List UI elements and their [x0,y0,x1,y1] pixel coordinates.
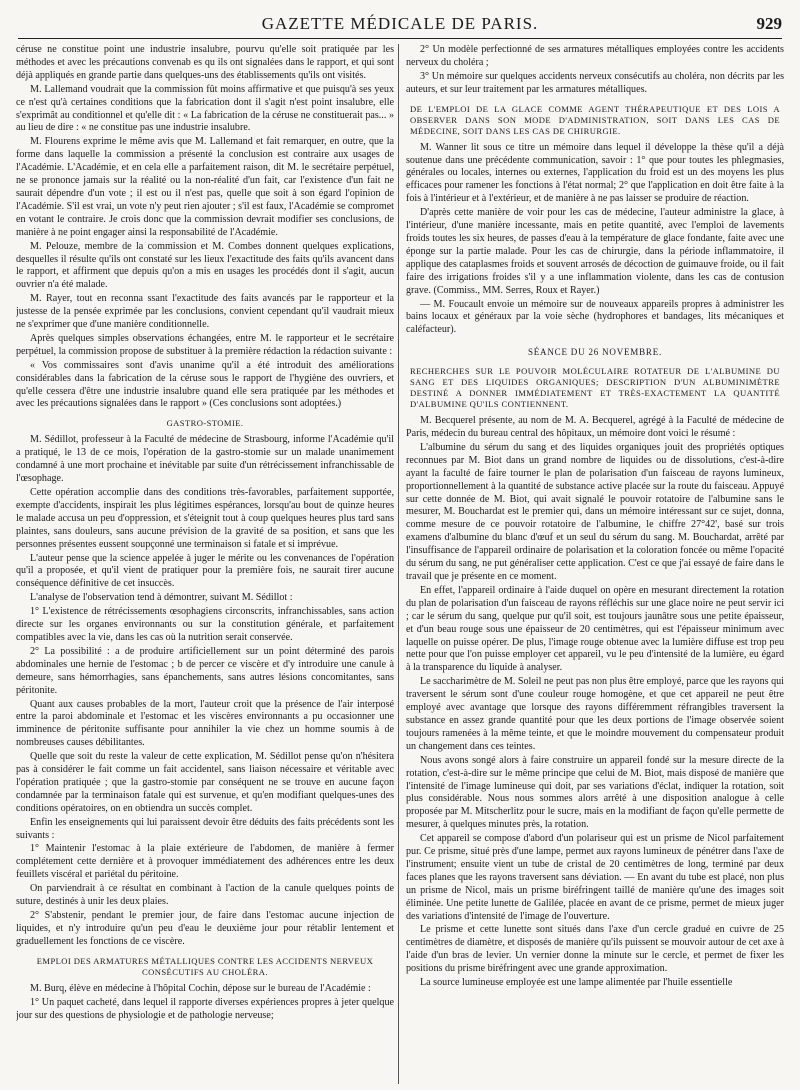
paragraph: 1° Maintenir l'estomac à la plaie extérieure de l'abdomen, de manière à fermer complétement cette dernière et à provoquer immédiatement des adhérences entre les deux feuillets viscéral et pariétal du péritoine. [16,843,394,881]
paragraph: En effet, l'appareil ordinaire à l'aide duquel on opère en mesurant directement la rotation du plan de polarisation d'un faisceau de rayons réfléchis sur une glace noire ne peut servir ici ; car le sérum du sang, quelque pur qu'il soit, est toujours jaunâtre sous une petite épaisseur, et d'un beau rouge sous une épaisseur de 20 centimètres, qui est l'épaisseur minimum avec laquelle on puisse opérer. De plus, l'image rouge obtenue avec la lumière diffuse est trop peu nette pour que l'on puisse employer cet appareil, vu le peu d'intensité de la lumière, eu égard à la transparence du liquide à analyser. [406,584,784,674]
left-column [16,44,394,1084]
page-header [18,8,782,39]
paragraph: M. Sédillot, professeur à la Faculté de médecine de Strasbourg, informe l'Académie qu'il a pratiqué, le 13 de ce mois, l'opération de la gastro-stomie sur un malade unanimement condamné à une mort prochaine et inévitable par suite d'un rétrécissement infranchissable de l'œsophage. [16,434,394,485]
right-column [406,44,784,1084]
paragraph: D'après cette manière de voir pour les cas de médecine, l'auteur administre la glace, à l'intérieur, d'une manière incessante, mais en petite quantité, avec l'emploi de lavements froids toutes les six heures, de passes d'eau à la température de glace fondante, faite avec une éponge sur la partie malade. Pour les cas de chirurgie, dans la période inflammatoire, il applique des cataplasmes froids et souvent arrosés de décoction de guimauve froide, ou il fait faire des irrigations froides s'il y a une inflammation violente, dans les cas de contusion grave. (Commiss., MM. Serres, Roux et Rayer.) [406,207,784,296]
paragraph: Nous avons songé alors à faire construire un appareil fondé sur la mesure directe de la rotation, c'est-à-dire sur le même principe que celui de M. Biot, mais disposé de manière que l'intensité de l'image lumineuse qui doit, par ses variations d'éclat, indiquer la rotation, soit plus considérable. Nous nous sommes alors arrêté à une disposition analogue à celle proposée par M. Mitscherlitz pour le sucre, mais en la modifiant de façon qu'elle permette de mesurer, à quelques minutes près, la rotation. [406,754,784,831]
paragraph: M. Burq, élève en médecine à l'hôpital Cochin, dépose sur le bureau de l'Académie : [30,982,371,994]
paragraph: L'albumine du sérum du sang et des liquides organiques jouit des propriétés optiques reconnues par M. Biot dans un grand nombre de liquides ou de dissolutions, c'est-à-dire ayant la faculté de faire tourner le plan de polarisation d'un faisceau de rayons lumineux, proportionnellement à la quantité de substance active placée sur la route du faisceau. Appuyé sur cette donnée de M. Biot, qui avait signalé le pouvoir rotatoire de l'albumine sans le mesurer, M. Bouchardat est le premier qui, dans un mémoire intéressant sur ce sujet, donna, comme mesure de ce pouvoir rotatoire de l'albumine, le chiffre 27°42', basé sur trois examens d'albumine du blanc d'œuf et un seul du sérum du sang. M. Bouchardat, arrêté par l'insuffisance de l'appareil ordinaire de polarisation et la coloration foncée ou même l'opacité du sérum du sang, ne put généraliser cette application. C'est ce que j'ai essayé de faire dans le travail que je présente en ce moment. [406,441,784,582]
paragraph: 1° L'existence de rétrécissements œsophagiens circonscrits, infranchissables, sans action directe sur les organes environnants ou sur la constitution générale, et parfaitement compatibles avec la vie, dans les cas où la nutrition serait conservée. [16,606,394,643]
paragraph: — M. Foucault envoie un mémoire sur de nouveaux appareils propres à administrer les bains locaux et généraux par la voie sèche (hydrophores et bandages, lits mécaniques et caléfacteur). [406,298,784,336]
paragraph: 2° S'abstenir, pendant le premier jour, de faire dans l'estomac aucune injection de liquides, et n'y introduire qu'un peu d'eau le deuxième jour pour rétablir lentement et graduellement les fonctions de ce viscère. [16,910,394,947]
paragraph: « Vos commissaires sont d'avis unanime qu'il a été introduit des améliorations considérables dans la fabrication de la céruse sous le rapport de l'hygiène des ouvriers, et qu'elle cessera d'être une industrie insalubre quand elle sera pratiquée par les méthodes et avec les précautions signalées dans le rapport » (Ces conclusions sont adoptées.) [16,359,394,410]
paragraph: 3° Un mémoire sur quelques accidents nerveux consécutifs au choléra, non décrits par les auteurs, et sur leur traitement par les armatures métalliques. [406,70,784,95]
session-heading: SÉANCE DU 26 NOVEMBRE. [527,347,663,358]
paragraph: Le prisme et cette lunette sont situés dans l'axe d'un cercle gradué en cuivre de 25 centimètres de diamètre, et disposés de manière qu'ils puissent se mouvoir autour de cet axe à l'aide d'un bras de levier. Un vernier donne la minute sur le cercle, et permet de fixer les positions du prisme biréfringent avec une grande approximation. [406,924,784,975]
paragraph: M. Lallemand voudrait que la commission fût moins affirmative et que puisqu'à ses yeux ce n'est qu'à certaines conditions que la fabrication dont il s'agit n'est point insalubre, elle s'exprimât au conditionnel et qu'elle dit : « La fabrication de la céruse ne constituerait pas... » au lieu de dire : « ne constitue pas une industrie insalubre. [16,83,394,134]
paragraph: M. Wanner lit sous ce titre un mémoire dans lequel il développe la thèse qu'il a déjà soutenue dans une précédente communication, savoir : 1° que pour toutes les phlegmasies, générales ou locales, internes ou externes, l'application du froid est un des moyens les plus efficaces pour ramener les fonctions à l'état normal; 2° que l'application en doit être faite à la fois à l'intérieur et à l'extérieur, et de manière à ne pas laisser se produire de réaction. [406,141,784,205]
paragraph: Enfin les enseignements qui lui paraissent devoir être déduits des faits précédents sont les suivants : [16,816,394,841]
paragraph: M. Rayer, tout en reconna ssant l'exactitude des faits avancés par le rapporteur et la justesse de la pensée exprimée par les conclusions, convient cependant qu'il vaudrait mieux ne s'exprimer que d'une manière conditionnelle. [16,293,394,331]
page-number: 929 [756,14,782,33]
paragraph: L'auteur pense que la science appelée à juger le mérite ou les convenances de l'opération qu'il a proposée, et qu'il vient de pratiquer pour la première fois, ne saurait tirer aucune conséquence définitive de cet insuccès. [16,552,394,590]
running-title: GAZETTE MÉDICALE DE PARIS. [261,14,539,33]
paragraph: La source lumineuse employée est une lampe alimentée par l'huile essentielle [420,977,733,989]
paragraph: Après quelques simples observations échangées, entre M. le rapporteur et le secrétaire perpétuel, la commission propose de substituer à la première rédaction la rédaction suivante : [16,332,394,357]
section-heading-armatures: EMPLOI DES ARMATURES MÉTALLIQUES CONTRE LES ACCIDENTS NERVEUX CONSÉCUTIFS AU CHOLÉRA. [36,955,374,977]
paragraph: L'analyse de l'observation tend à démontrer, suivant M. Sédillot : [30,592,293,604]
paragraph: M. Becquerel présente, au nom de M. A. Becquerel, agrégé à la Faculté de médecine de Paris, médecin du bureau central des hôpitaux, un mémoire dont voici le résumé : [406,415,784,440]
paragraph: 2° Un modèle perfectionné de ses armatures métalliques employées contre les accidents nerveux du choléra ; [406,44,784,68]
paragraph: 2° La possibilité : a de produire artificiellement sur un point déterminé des parois abdominales une hernie de l'estomac ; b de percer ce viscère et d'y introduire une canule à demeure, sans hémorrhagies, sans épanchements, sans autres lésions concomitantes, sans péritonite. [16,645,394,696]
paragraph: 1° Un paquet cacheté, dans lequel il rapporte diverses expériences propres à jeter quelque jour sur des questions de physiologie et de pathologie nerveuse; [16,996,394,1021]
section-heading-albumine: RECHERCHES SUR LE POUVOIR MOLÉCULAIRE ROTATEUR DE L'ALBUMINE DU SANG ET DES LIQUIDES ORGANIQUES; DESCRIPTION D'UN ALBUMINIMÈTRE DESTINÉ A DONNER IMMÉDIATEMENT ET TRÈS-EXACTEMENT LA QUANTITÉ D'ALBUMINE QU'ILS CONTIENNENT. [410,366,780,410]
paragraph: Quant aux causes probables de la mort, l'auteur croit que la présence de l'air interposé entre la paroi abdominale et l'estomac et les viscères environnants a pu occasionner une imminence de péritonite suffisante pour annihiler la vie chez un homme soumis à de nombreuses causes débilitantes. [16,698,394,749]
paragraph: Cette opération accomplie dans des conditions très-favorables, parfaitement supportée, exempte d'accidents, inspirait les plus légitimes espérances, lorsqu'au bout de quinze heures le malade accusa un peu d'oppression, et s'éteignit tout à coup quelques heures plus tard sans plaintes, sans douleurs, sans aucune prévision de la gravité de sa position, et sans que les personnes présentes eussent soupçonné une terminaison si fatale et si imprévue. [16,487,394,550]
paragraph: On parviendrait à ce résultat en combinant à l'action de la canule quelques points de suture, destinés à unir les deux plaies. [16,883,394,908]
column-divider [398,44,399,1084]
section-heading-glace: DE L'EMPLOI DE LA GLACE COMME AGENT THÉRAPEUTIQUE ET DES LOIS A OBSERVER DANS SON MODE D'ADMINISTRATION, SOIT DANS LES CAS DE MÉDECINE, SOIT DANS LES CAS DE CHIRURGIE. [410,103,780,136]
paragraph: Le saccharimètre de M. Soleil ne peut pas non plus être employé, parce que les rayons qui traversent le sérum sont d'une couleur rouge homogène, et que cet appareil ne peut être employé avec avantage que lorsque des rayons différemment réfrangibles traversent la substance en assez grande quantité pour que les deux portions de l'image observée soient toujours ramenées à la même teinte, et que le moindre mouvement du compensateur produit un changement dans ces teintes. [406,676,784,752]
paragraph: M. Flourens exprime le même avis que M. Lallemand et fait remarquer, en outre, que la forme dans laquelle la commission a présenté la conclusion est contraire aux usages de l'Académie. L'Académie, et en cela elle a parfaitement raison, dit M. le secrétaire perpétuel, ne se prononce jamais sur la réalité ou la non-réalité d'un fait, car l'existence d'un fait ne saurait dépendre d'un vote ; il est ou il n'est pas, quelle que soit à son égard l'opinion de l'Académie. S'il est vrai, un vote n'y peut rien ajouter ; s'il est faux, l'Académie se compromet en votant le contraire. Je crois donc que la commission devrait modifier ses conclusions, de manière à ne point engager ainsi la responsabilité de l'Académie. [16,136,394,238]
section-heading-gastro-stomie: GASTRO-STOMIE. [166,418,244,429]
paragraph: Cet appareil se compose d'abord d'un polariseur qui est un prisme de Nicol parfaitement pur. Ce prisme, situé près d'une lampe, permet aux rayons lumineux de pénétrer dans l'axe de l'instrument; ensuite vient un tube de cristal de 20 centimètres de long, terminé par deux faces planes que les rayons traversent sans déviation. — En avant du tube est placé, non plus un prisme de Nicol, mais un prisme biréfringent taillé de manière qu'une des images soit éliminée. Une petite lunette de Galilée, placée en avant de ce prisme, permet de mieux juger des variations d'intensité de l'image de l'ouverture. [406,833,784,922]
paragraph: céruse ne constitue point une industrie insalubre, pourvu qu'elle soit pratiquée par les méthodes et avec les précautions convenab es qu ils ont signalées dans le rapport, et qui sont déjà appliqués en grande partie dans quelques-uns des établissements qu'ils ont visités. [16,44,394,81]
paragraph: Quelle que soit du reste la valeur de cette explication, M. Sédillot pense qu'on n'hésitera pas à considérer le fait comme un fait accidentel, sans liaison nécessaire et véritable avec l'opération pratiquée ; que la gastro-stomie par conséquent ne se trouve en aucune façon condamnée par la terminaison fatale qui est survenue, et qu'en modifiant quelques-unes des conditions opératoires, on en obtiendra un succès complet. [16,751,394,814]
paragraph: M. Pelouze, membre de la commission et M. Combes donnent quelques explications, desquelles il résulte qu'ils ont constaté sur les lieux l'exactitude des faits qu'ils avancent dans le rapport, et affirment que depuis qu'on a mis en usages les procédés dont il s'agit, aucun ouvrier n'a été malade. [16,240,394,291]
